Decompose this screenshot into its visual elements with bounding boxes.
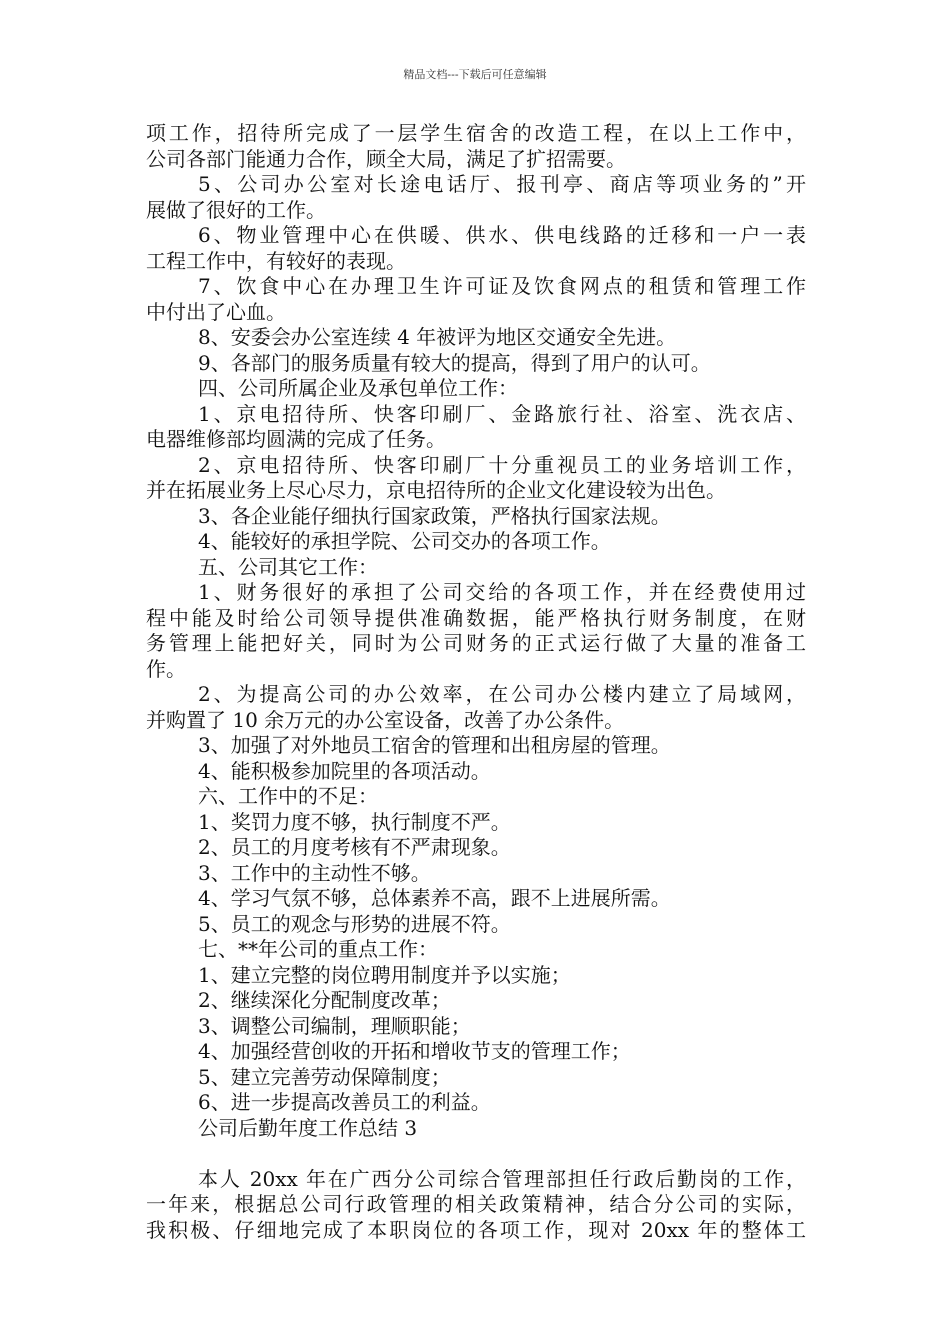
text-line: 1、奖罚力度不够，执行制度不严。	[198, 809, 511, 834]
text-line: 并在拓展业务上尽心尽力，京电招待所的企业文化建设较为出色。	[146, 478, 726, 502]
text-line: 七、**年公司的重点工作：	[198, 937, 438, 961]
text-line: 务管理上能把好关，同时为公司财务的正式运行做了大量的准备工	[146, 631, 806, 655]
text-line: 6、物业管理中心在供暖、供水、供电线路的迁移和一户一表	[198, 223, 806, 247]
text-line: 5、员工的观念与形势的进展不符。	[198, 911, 511, 936]
text-line	[146, 1141, 806, 1167]
text-line: 7、饮食中心在办理卫生许可证及饮食网点的租赁和管理工作	[198, 274, 806, 298]
text-line: 3、加强了对外地员工宿舍的管理和出租房屋的管理。	[198, 733, 671, 757]
text-line: 公司各部门能通力合作，顾全大局，满足了扩招需要。	[146, 146, 626, 171]
text-line: 一年来，根据总公司行政管理的相关政策精神，结合分公司的实际，	[146, 1192, 806, 1216]
text-line: 本人 20xx 年在广西分公司综合管理部担任行政后勤岗的工作，	[198, 1166, 806, 1191]
text-line: 四、公司所属企业及承包单位工作：	[198, 376, 518, 400]
text-line: 2、员工的月度考核有不严肃现象。	[198, 835, 511, 859]
text-line: 6、进一步提高改善员工的利益。	[198, 1090, 491, 1114]
text-line: 9、各部门的服务质量有较大的提高，得到了用户的认可。	[198, 350, 711, 375]
text-line: 电器维修部均圆满的完成了任务。	[146, 427, 446, 451]
text-line: 并购置了 10 余万元的办公室设备，改善了办公条件。	[146, 707, 625, 732]
text-line: 我积极、仔细地完成了本职岗位的各项工作，现对 20xx 年的整体工	[146, 1217, 806, 1242]
text-line: 六、工作中的不足：	[198, 784, 378, 808]
text-line: 项工作，招待所完成了一层学生宿舍的改造工程，在以上工作中，	[146, 121, 806, 145]
text-line: 中付出了心血。	[146, 299, 286, 324]
text-line: 1、京电招待所、快客印刷厂、金路旅行社、浴室、洗衣店、	[198, 401, 806, 426]
text-line: 5、公司办公室对长途电话厅、报刊亭、商店等项业务的”开	[198, 172, 806, 196]
page-header: 精品文档---下载后可任意编辑	[403, 68, 547, 81]
text-line: 4、学习气氛不够，总体素养不高，跟不上进展所需。	[198, 886, 671, 910]
text-line: 2、继续深化分配制度改革；	[198, 988, 451, 1012]
text-line: 3、工作中的主动性不够。	[198, 860, 431, 885]
text-line: 1、财务很好的承担了公司交给的各项工作，并在经费使用过	[198, 580, 806, 604]
text-line: 公司后勤年度工作总结 3	[198, 1115, 418, 1140]
text-line: 1、建立完整的岗位聘用制度并予以实施；	[198, 962, 571, 987]
text-line: 五、公司其它工作：	[198, 554, 378, 579]
text-line: 4、能较好的承担学院、公司交办的各项工作。	[198, 529, 611, 553]
text-line: 2、为提高公司的办公效率，在公司办公楼内建立了局域网，	[198, 682, 806, 706]
text-line: 4、能积极参加院里的各项活动。	[198, 758, 491, 783]
text-line: 程中能及时给公司领导提供准确数据，能严格执行财务制度，在财	[146, 605, 806, 630]
text-line: 4、加强经营创收的开拓和增收节支的管理工作；	[198, 1039, 631, 1063]
text-line: 5、建立完善劳动保障制度；	[198, 1064, 451, 1089]
text-line: 3、调整公司编制，理顺职能；	[198, 1013, 471, 1038]
text-line: 2、京电招待所、快客印刷厂十分重视员工的业务培训工作，	[198, 452, 806, 477]
text-line: 8、安委会办公室连续 4 年被评为地区交通安全先进。	[198, 325, 677, 349]
text-line: 作。	[146, 656, 186, 681]
text-line: 3、各企业能仔细执行国家政策，严格执行国家法规。	[198, 503, 671, 528]
document-body	[146, 121, 806, 1243]
text-line: 展做了很好的工作。	[146, 197, 326, 222]
text-line: 工程工作中，有较好的表现。	[146, 248, 406, 273]
